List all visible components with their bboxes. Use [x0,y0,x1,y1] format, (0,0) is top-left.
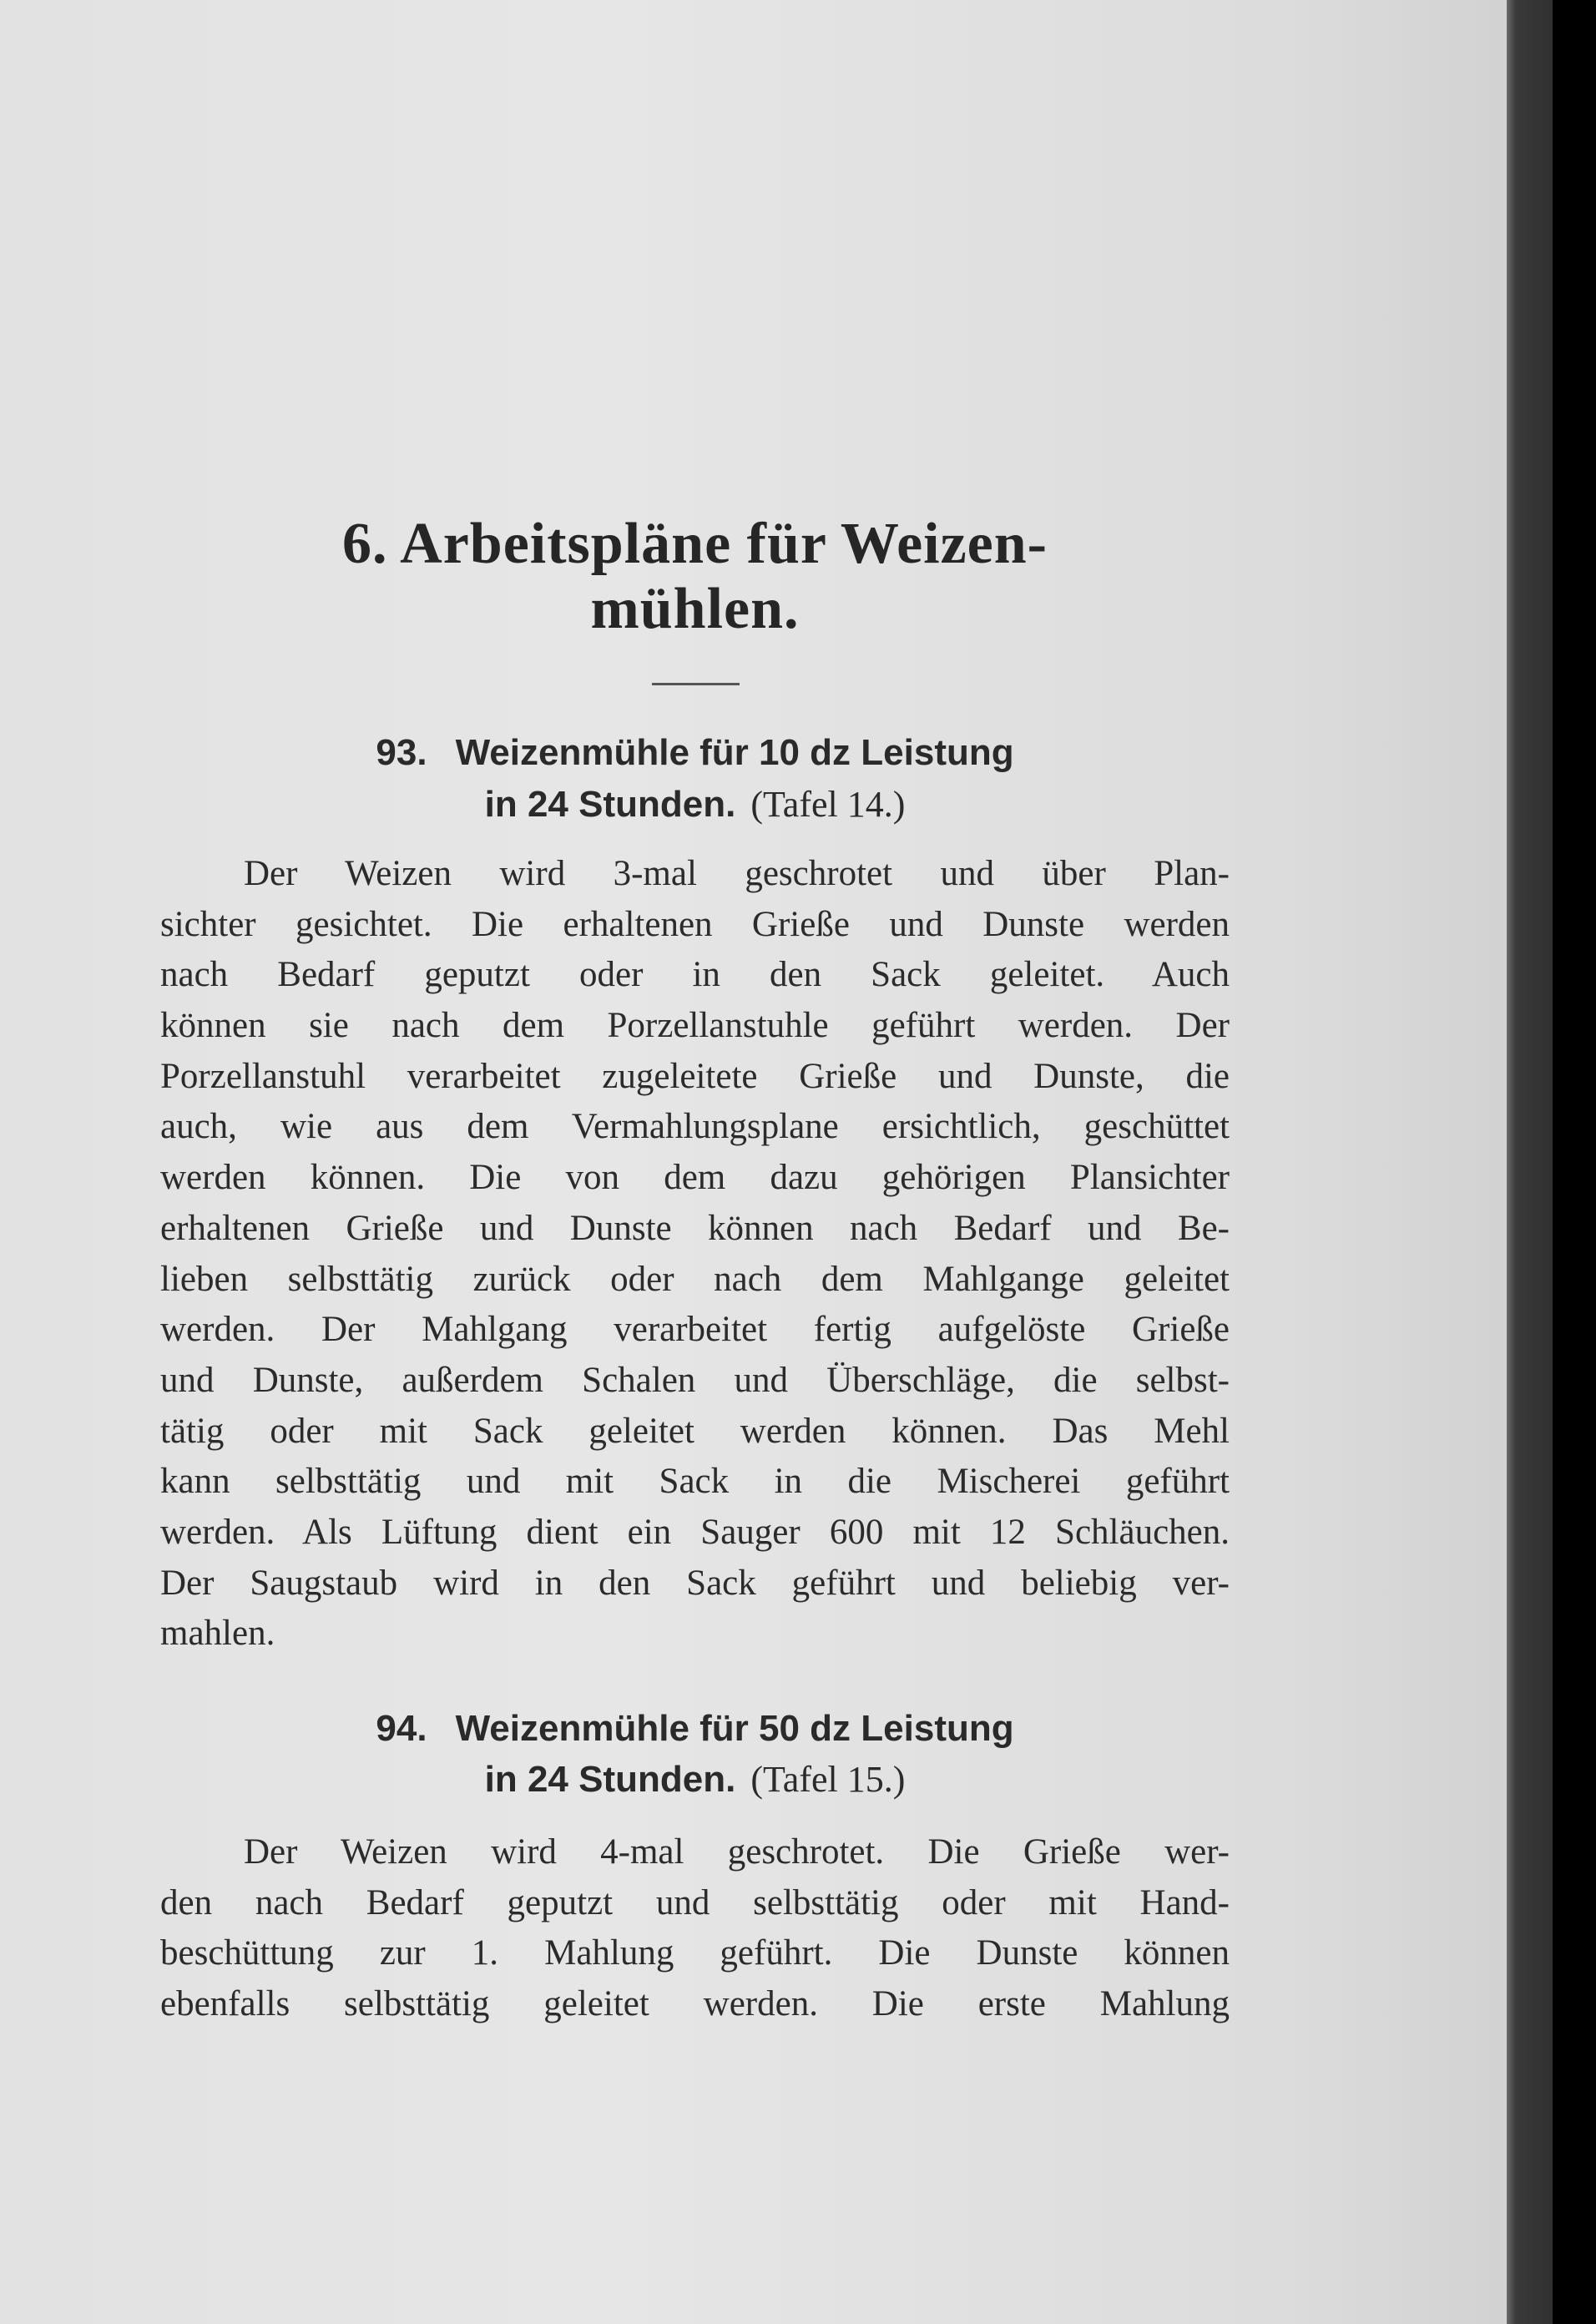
tafel-reference: (Tafel 15.) [750,1759,906,1800]
text-line: erhaltenen Grieße und Dunste können nach Bedarf und Be- [160,1208,1230,1248]
section-heading-text: Weizenmühle für 10 dz Leistung [455,732,1014,773]
section-number: 94. [376,1708,427,1749]
text-line: Porzellanstuhl verarbeitet zugeleitete Grieße und Dunste, die [160,1056,1230,1096]
chapter-title-line-2: mühlen. [590,577,800,641]
section-heading-text: Weizenmühle für 50 dz Leistung [455,1708,1014,1749]
text-line: ebenfalls selbsttätig geleitet werden. Die erste Mahlung [160,1984,1230,2024]
chapter-title-line-1: 6. Arbeitspläne für Weizen- [342,512,1048,576]
text-line: lieben selbsttätig zurück oder nach dem Mahlgange geleitet [160,1259,1230,1299]
tafel-reference: (Tafel 14.) [750,784,906,825]
text-line: werden. Der Mahlgang verarbeitet fertig aufgelöste Grieße [160,1310,1230,1350]
text-line: mahlen. [160,1614,275,1654]
text-line: und Dunste, außerdem Schalen und Überschläge, die selbst- [160,1360,1230,1400]
text-line: den nach Bedarf geputzt und selbsttätig oder mit Hand- [160,1882,1230,1922]
section-93-heading-line-1 [160,728,1230,778]
section-94-heading-line-1 [160,1704,1230,1754]
text-line: können sie nach dem Porzellanstuhle geführt werden. Der [160,1006,1230,1046]
text-line: werden. Als Lüftung dient ein Sauger 600 mit 12 Schläuchen. [160,1512,1230,1552]
text-line: tätig oder mit Sack geleitet werden können. Das Mehl [160,1411,1230,1451]
section-93-body [160,849,1230,1660]
text-line: auch, wie aus dem Vermahlungsplane ersichtlich, geschüttet [160,1107,1230,1147]
text-line: werden können. Die von dem dazu gehörigen Plansichter [160,1158,1230,1198]
text-line: Der Weizen wird 3-mal geschrotet und über Plan- [244,854,1230,893]
section-heading-text: in 24 Stunden. [484,784,736,825]
text-line: beschüttung zur 1. Mahlung geführt. Die Dunste können [160,1933,1230,1973]
text-line: sichter gesichtet. Die erhaltenen Grieße und Dunste werden [160,904,1230,944]
text-line: nach Bedarf geputzt oder in den Sack geleitet. Auch [160,955,1230,995]
book-page-edge [1507,0,1553,2324]
text-line: Der Saugstaub wird in den Sack geführt und beliebig ver- [160,1563,1230,1603]
divider-rule [652,683,740,685]
text-line: kann selbsttätig und mit Sack in die Mischerei geführt [160,1462,1230,1502]
section-number: 93. [376,732,427,773]
text-line: Der Weizen wird 4-mal geschrotet. Die Grieße wer- [244,1832,1230,1872]
section-94-heading-line-2 [160,1755,1230,1805]
section-93-heading-line-2 [160,780,1230,830]
section-94-body [160,1827,1230,2030]
section-heading-text: in 24 Stunden. [484,1759,736,1800]
